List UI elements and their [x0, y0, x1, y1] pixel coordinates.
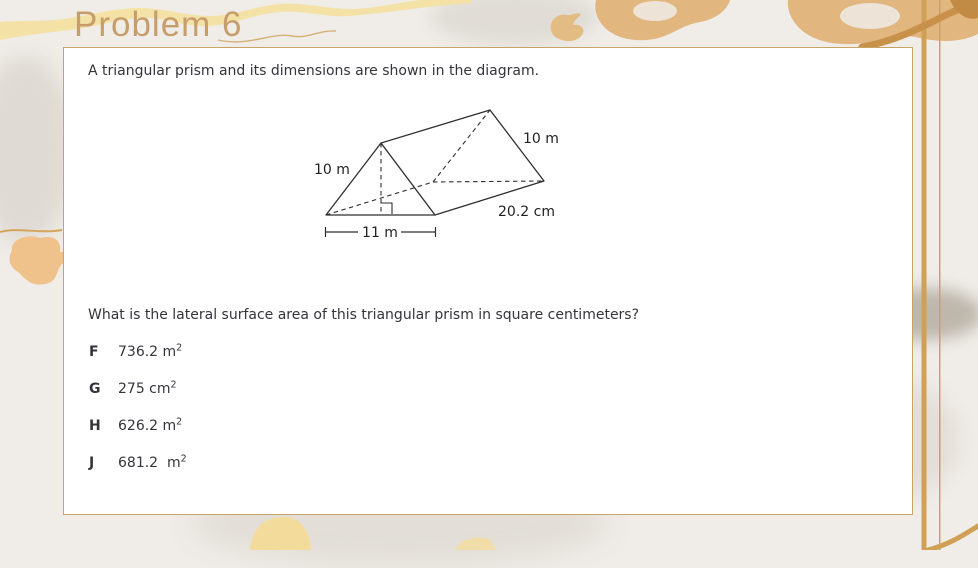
answer-option-f — [89, 342, 182, 360]
prism-hidden-edges — [326, 110, 544, 215]
option-letter: F — [89, 343, 99, 360]
option-letter: J — [89, 454, 95, 471]
label-left-slant-edge: 10 m — [314, 162, 350, 178]
triangular-prism-diagram — [297, 97, 577, 249]
gold-streak-bottom-right — [928, 526, 978, 550]
option-value: 275 $cm^2$ — [118, 379, 177, 397]
option-value: 681.2 $m^2$ — [118, 453, 187, 471]
gold-blob-left — [10, 236, 68, 284]
gold-blob-bottom — [250, 517, 311, 550]
gold-vein-left — [0, 230, 62, 232]
option-exponent: 2 — [176, 342, 183, 353]
vertical-accent-line-thin — [939, 0, 941, 550]
option-exponent: 2 — [180, 453, 187, 464]
option-exponent: 2 — [170, 379, 177, 390]
label-prism-length: 20.2 cm — [498, 204, 555, 220]
crescent-ornament — [551, 13, 584, 41]
vertical-accent-line-thick — [922, 0, 927, 550]
prism-solid-edges — [326, 110, 544, 215]
problem-card — [63, 47, 913, 515]
answer-option-j — [89, 453, 187, 471]
right-angle-mark — [381, 203, 392, 214]
answer-option-h — [89, 416, 182, 434]
option-letter: G — [89, 380, 101, 397]
gold-blob-bottom-small — [455, 537, 496, 550]
problem-intro-text: A triangular prism and its dimensions are shown in the diagram. — [88, 63, 540, 79]
label-back-slant-edge: 10 m — [523, 131, 559, 147]
option-value: 736.2 $m^2$ — [118, 342, 183, 360]
option-exponent: 2 — [176, 416, 183, 427]
page-title: Problem 6 — [74, 5, 243, 44]
option-value: 626.2 $m^2$ — [118, 416, 183, 434]
answer-option-g — [89, 379, 177, 397]
option-letter: H — [89, 417, 101, 434]
question-text: What is the lateral surface area of this triangular prism in square centimeters? — [88, 307, 640, 323]
label-base-width: 11 m — [362, 225, 398, 241]
